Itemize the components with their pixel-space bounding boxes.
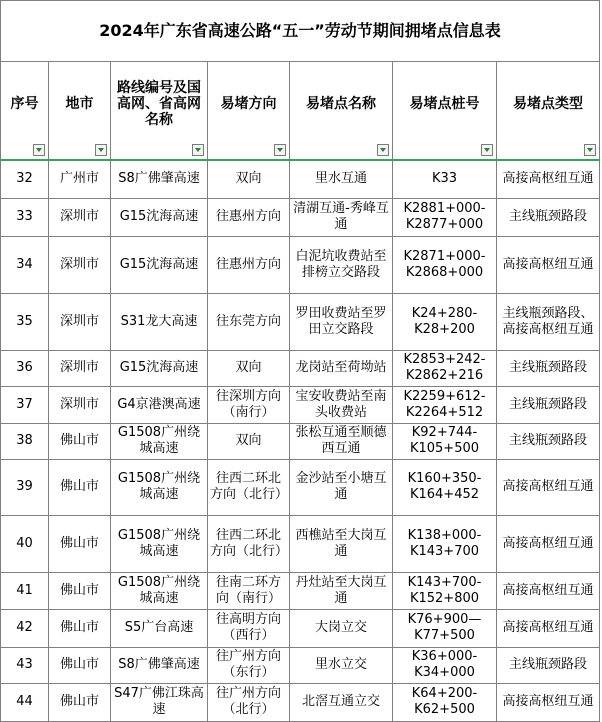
cell-direction[interactable]: 往西二环北方向（北行） bbox=[208, 515, 290, 572]
header-label: 易堵点类型 bbox=[513, 95, 583, 112]
cell-no[interactable]: 34 bbox=[1, 236, 49, 293]
header-cell bbox=[49, 62, 111, 161]
cell-name[interactable]: 罗田收费站至罗田立交路段 bbox=[290, 293, 393, 350]
cell-route[interactable]: G1508广州绕城高速 bbox=[111, 515, 208, 572]
cell-city[interactable]: 深圳市 bbox=[49, 236, 111, 293]
cell-stake[interactable]: K2853+242-K2862+216 bbox=[393, 350, 497, 386]
cell-name[interactable]: 西樵站至大岗互通 bbox=[290, 515, 393, 572]
cell-route[interactable]: G1508广州绕城高速 bbox=[111, 423, 208, 459]
cell-city[interactable]: 佛山市 bbox=[49, 459, 111, 515]
cell-route[interactable]: S47广佛江珠高速 bbox=[111, 683, 208, 721]
cell-route[interactable]: S8广佛肇高速 bbox=[111, 647, 208, 683]
cell-direction[interactable]: 双向 bbox=[208, 160, 290, 198]
cell-city[interactable]: 佛山市 bbox=[49, 647, 111, 683]
header-label: 易堵方向 bbox=[220, 95, 277, 112]
cell-no[interactable]: 39 bbox=[1, 459, 49, 515]
header-cell bbox=[497, 62, 600, 161]
cell-stake[interactable]: K64+200-K62+500 bbox=[393, 683, 497, 721]
cell-city[interactable]: 佛山市 bbox=[49, 572, 111, 609]
table-row bbox=[1, 293, 600, 350]
table-row bbox=[1, 160, 600, 198]
header-cell bbox=[290, 62, 393, 161]
table-title: 2024年广东省高速公路“五一”劳动节期间拥堵点信息表 bbox=[1, 1, 600, 62]
cell-type[interactable]: 主线瓶颈路段 bbox=[497, 386, 600, 423]
table-row bbox=[1, 386, 600, 423]
header-label: 序号 bbox=[10, 95, 39, 112]
cell-name[interactable]: 大岗立交 bbox=[290, 609, 393, 647]
cell-name[interactable]: 金沙站至小塘互通 bbox=[290, 459, 393, 515]
cell-no[interactable]: 41 bbox=[1, 572, 49, 609]
cell-route[interactable]: G15沈海高速 bbox=[111, 198, 208, 236]
header-label: 地市 bbox=[65, 95, 94, 112]
cell-stake[interactable]: K76+900—K77+500 bbox=[393, 609, 497, 647]
header-cell bbox=[393, 62, 497, 161]
cell-city[interactable]: 佛山市 bbox=[49, 423, 111, 459]
cell-no[interactable]: 44 bbox=[1, 683, 49, 721]
table-row bbox=[1, 515, 600, 572]
cell-name[interactable]: 清湖互通-秀峰互通 bbox=[290, 198, 393, 236]
cell-stake[interactable]: K160+350-K164+452 bbox=[393, 459, 497, 515]
table-row bbox=[1, 459, 600, 515]
cell-direction[interactable]: 往南二环方向（南行） bbox=[208, 572, 290, 609]
cell-no[interactable]: 35 bbox=[1, 293, 49, 350]
cell-name[interactable]: 北滘互通立交 bbox=[290, 683, 393, 721]
cell-no[interactable]: 42 bbox=[1, 609, 49, 647]
cell-no[interactable]: 43 bbox=[1, 647, 49, 683]
cell-name[interactable]: 龙岗站至荷坳站 bbox=[290, 350, 393, 386]
cell-name[interactable]: 白泥坑收费站至排榜立交路段 bbox=[290, 236, 393, 293]
cell-city[interactable]: 广州市 bbox=[49, 160, 111, 198]
header-cell bbox=[208, 62, 290, 161]
cell-route[interactable]: G15沈海高速 bbox=[111, 350, 208, 386]
cell-stake[interactable]: K2259+612-K2264+512 bbox=[393, 386, 497, 423]
cell-stake[interactable]: K138+000-K143+700 bbox=[393, 515, 497, 572]
cell-city[interactable]: 深圳市 bbox=[49, 293, 111, 350]
header-row bbox=[1, 62, 600, 161]
filter-dropdown-icon[interactable] bbox=[377, 144, 389, 156]
filter-dropdown-icon[interactable] bbox=[274, 144, 286, 156]
table-row bbox=[1, 683, 600, 721]
table-row bbox=[1, 350, 600, 386]
table-row bbox=[1, 236, 600, 293]
header-label: 易堵点名称 bbox=[306, 95, 376, 112]
cell-type[interactable]: 高接高枢纽互通 bbox=[497, 609, 600, 647]
cell-type[interactable]: 高接高枢纽互通 bbox=[497, 459, 600, 515]
cell-name[interactable]: 里水互通 bbox=[290, 160, 393, 198]
cell-type[interactable]: 主线瓶颈路段 bbox=[497, 423, 600, 459]
cell-no[interactable]: 36 bbox=[1, 350, 49, 386]
cell-city[interactable]: 佛山市 bbox=[49, 683, 111, 721]
header-label: 易堵点桩号 bbox=[409, 95, 480, 112]
filter-dropdown-icon[interactable] bbox=[33, 144, 45, 156]
cell-route[interactable]: G15沈海高速 bbox=[111, 236, 208, 293]
cell-stake[interactable]: K36+000-K34+000 bbox=[393, 647, 497, 683]
cell-route[interactable]: S31龙大高速 bbox=[111, 293, 208, 350]
cell-type[interactable]: 高接高枢纽互通 bbox=[497, 160, 600, 198]
cell-route[interactable]: G1508广州绕城高速 bbox=[111, 572, 208, 609]
table-row bbox=[1, 572, 600, 609]
header-label: 路线编号及国高网、省高网名称 bbox=[117, 79, 201, 128]
table-row bbox=[1, 647, 600, 683]
cell-name[interactable]: 张松互通至顺德西互通 bbox=[290, 423, 393, 459]
cell-stake[interactable]: K2881+000-K2877+000 bbox=[393, 198, 497, 236]
cell-name[interactable]: 宝安收费站至南头收费站 bbox=[290, 386, 393, 423]
cell-route[interactable]: G1508广州绕城高速 bbox=[111, 459, 208, 515]
cell-type[interactable]: 主线瓶颈路段 bbox=[497, 198, 600, 236]
cell-stake[interactable]: K24+280-K28+200 bbox=[393, 293, 497, 350]
cell-direction[interactable]: 往深圳方向（南行） bbox=[208, 386, 290, 423]
filter-dropdown-icon[interactable] bbox=[192, 144, 204, 156]
filter-dropdown-icon[interactable] bbox=[481, 144, 493, 156]
cell-type[interactable]: 高接高枢纽互通 bbox=[497, 683, 600, 721]
cell-stake[interactable]: K143+700-K152+800 bbox=[393, 572, 497, 609]
cell-no[interactable]: 32 bbox=[1, 160, 49, 198]
cell-direction[interactable]: 往惠州方向 bbox=[208, 198, 290, 236]
cell-city[interactable]: 深圳市 bbox=[49, 350, 111, 386]
cell-direction[interactable]: 双向 bbox=[208, 350, 290, 386]
cell-name[interactable]: 丹灶站至大岗互通 bbox=[290, 572, 393, 609]
table-row bbox=[1, 423, 600, 459]
cell-stake[interactable]: K2871+000-K2868+000 bbox=[393, 236, 497, 293]
cell-no[interactable]: 40 bbox=[1, 515, 49, 572]
cell-type[interactable]: 高接高枢纽互通 bbox=[497, 236, 600, 293]
cell-direction[interactable]: 往东莞方向 bbox=[208, 293, 290, 350]
cell-city[interactable]: 深圳市 bbox=[49, 198, 111, 236]
header-cell bbox=[1, 62, 49, 161]
table-row bbox=[1, 609, 600, 647]
cell-direction[interactable]: 往广州方向（北行） bbox=[208, 683, 290, 721]
cell-city[interactable]: 佛山市 bbox=[49, 609, 111, 647]
filter-dropdown-icon[interactable] bbox=[584, 144, 596, 156]
cell-direction[interactable]: 往广州方向（东行） bbox=[208, 647, 290, 683]
cell-type[interactable]: 高接高枢纽互通 bbox=[497, 515, 600, 572]
cell-name[interactable]: 里水立交 bbox=[290, 647, 393, 683]
cell-city[interactable]: 深圳市 bbox=[49, 386, 111, 423]
cell-direction[interactable]: 往惠州方向 bbox=[208, 236, 290, 293]
cell-direction[interactable]: 往西二环北方向（北行） bbox=[208, 459, 290, 515]
cell-route[interactable]: S5广台高速 bbox=[111, 609, 208, 647]
cell-no[interactable]: 37 bbox=[1, 386, 49, 423]
cell-no[interactable]: 33 bbox=[1, 198, 49, 236]
cell-type[interactable]: 主线瓶颈路段、高接高枢纽互通 bbox=[497, 293, 600, 350]
cell-city[interactable]: 佛山市 bbox=[49, 515, 111, 572]
cell-stake[interactable]: K92+744-K105+500 bbox=[393, 423, 497, 459]
cell-type[interactable]: 高接高枢纽互通 bbox=[497, 572, 600, 609]
filter-dropdown-icon[interactable] bbox=[95, 144, 107, 156]
cell-stake[interactable]: K33 bbox=[393, 160, 497, 198]
cell-type[interactable]: 主线瓶颈路段 bbox=[497, 350, 600, 386]
cell-direction[interactable]: 往高明方向（西行） bbox=[208, 609, 290, 647]
cell-route[interactable]: G4京港澳高速 bbox=[111, 386, 208, 423]
cell-direction[interactable]: 双向 bbox=[208, 423, 290, 459]
header-cell bbox=[111, 62, 208, 161]
cell-type[interactable]: 主线瓶颈路段 bbox=[497, 647, 600, 683]
cell-route[interactable]: S8广佛肇高速 bbox=[111, 160, 208, 198]
cell-no[interactable]: 38 bbox=[1, 423, 49, 459]
table-row bbox=[1, 198, 600, 236]
